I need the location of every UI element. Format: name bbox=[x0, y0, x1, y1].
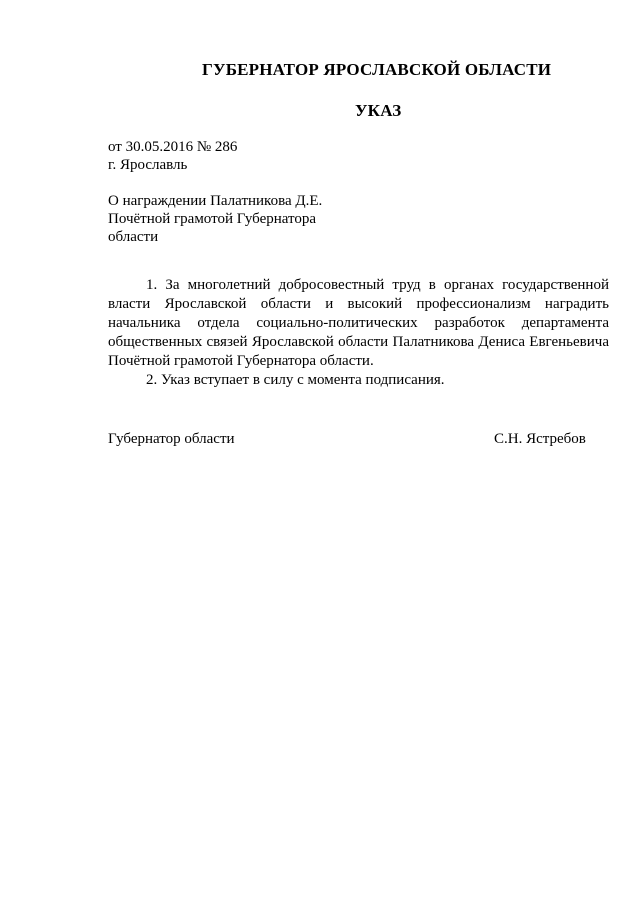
place-line: г. Ярославль bbox=[108, 157, 188, 173]
signatory-position: Губернатор области bbox=[108, 431, 235, 447]
subject-line: О награждении Палатникова Д.Е. bbox=[108, 193, 323, 209]
subject-line: Почётной грамотой Губернатора bbox=[108, 211, 317, 227]
decree-body bbox=[108, 276, 609, 390]
document-authority-heading: ГУБЕРНАТОР ЯРОСЛАВСКОЙ ОБЛАСТИ bbox=[202, 60, 552, 79]
document-type-heading: УКАЗ bbox=[355, 101, 402, 120]
date-number-line: от 30.05.2016 № 286 bbox=[108, 139, 238, 155]
signatory-name: С.Н. Ястребов bbox=[494, 431, 586, 447]
decree-paragraph-1: 1. За многолетний добросовестный труд в органах государственной власти Ярославской области и высокий профессионализм наградить начальника отдела социально-политических разработок департамента общественных связей Ярославской области Палатникова Дениса Евгеньевича Почётной грамотой Губернатора области. bbox=[108, 277, 609, 369]
decree-paragraph-2: 2. Указ вступает в силу с момента подписания. bbox=[146, 372, 445, 388]
subject-block bbox=[108, 192, 322, 246]
subject-line: области bbox=[108, 229, 159, 245]
